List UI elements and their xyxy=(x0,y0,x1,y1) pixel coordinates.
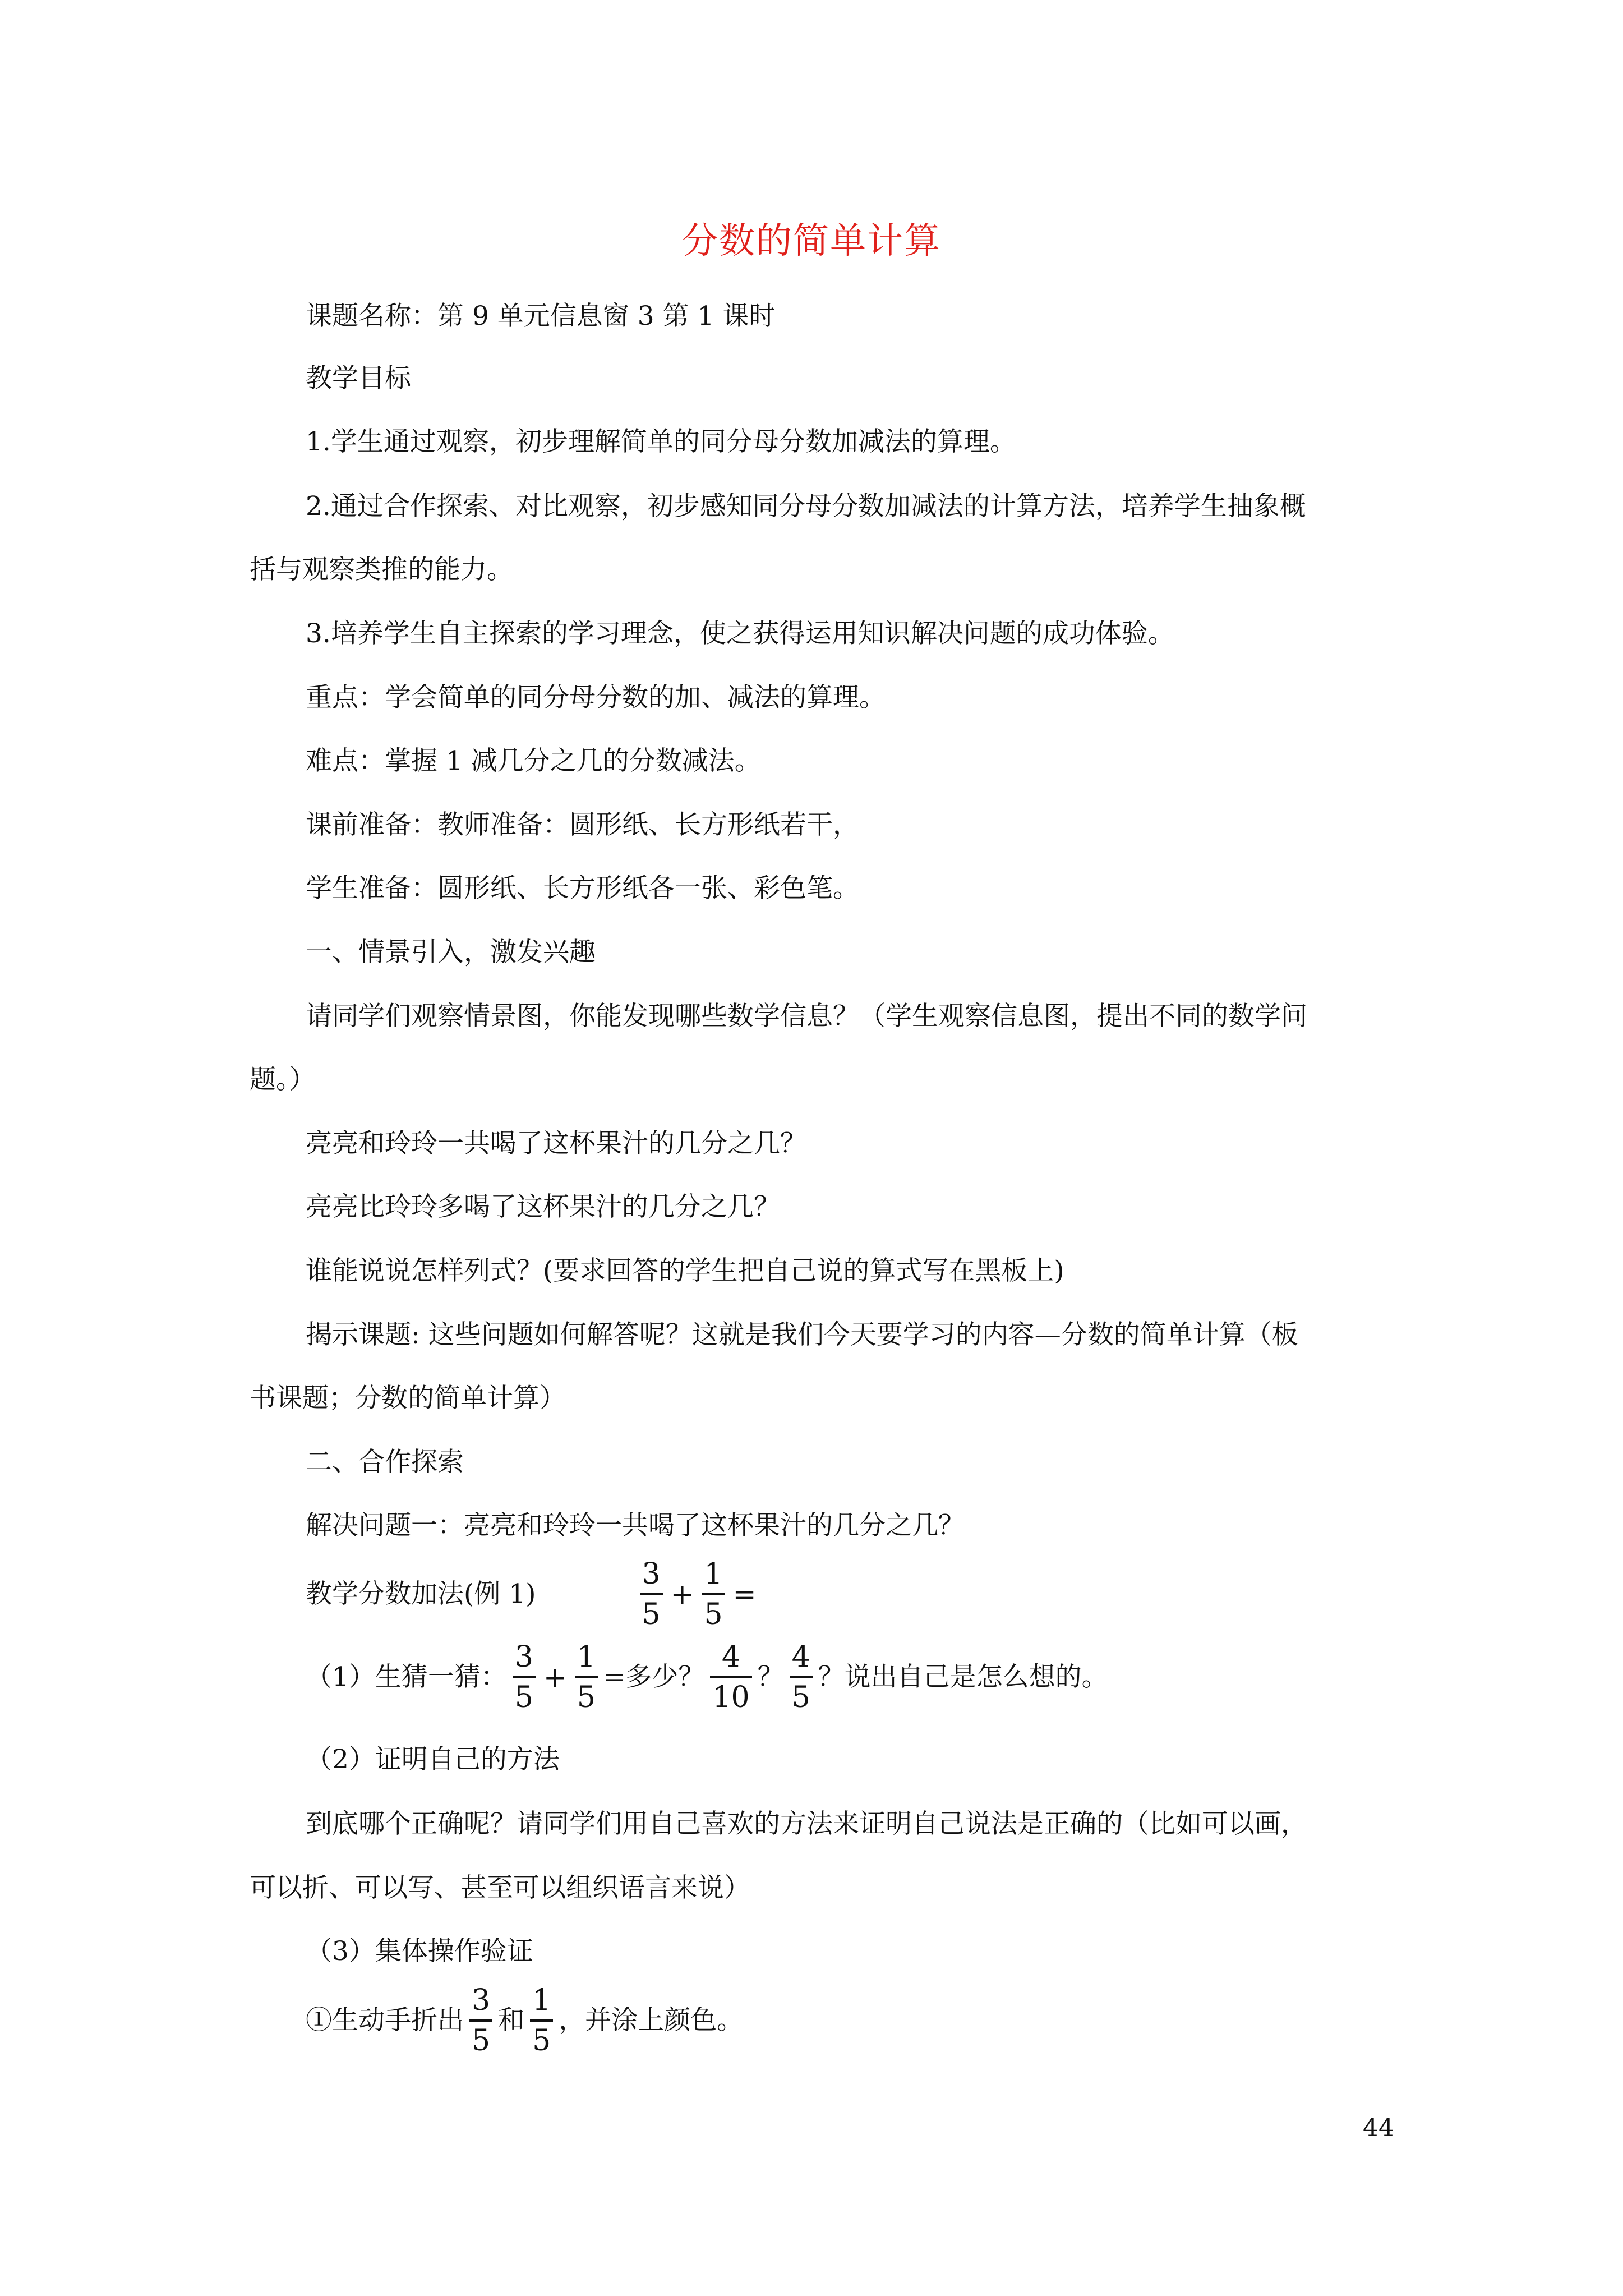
fraction: $\frac{1}{5}$ xyxy=(702,1559,725,1629)
example-label: 教学分数加法(例 1) xyxy=(306,1579,536,1609)
page-number: 44 xyxy=(1363,2114,1394,2142)
guess-mid-text: =多少？ xyxy=(603,1662,705,1692)
goal-1: 1.学生通过观察，初步理解简单的同分母分数加减法的算理。 xyxy=(306,426,1016,457)
intro-line-2: 题。） xyxy=(250,1064,316,1095)
question-2: 亮亮比玲玲多喝了这杯果汁的几分之几？ xyxy=(306,1191,780,1222)
proof-line-2: 可以折、可以写、甚至可以组织语言来说） xyxy=(250,1872,750,1903)
guess-label: （1）生猜一猜： xyxy=(306,1662,507,1692)
reveal-topic-line-2: 书课题；分数的简单计算） xyxy=(250,1383,566,1414)
guess-tail: ？说出自己是怎么想的。 xyxy=(818,1662,1108,1692)
example-1-row xyxy=(306,1559,759,1629)
section-heading-explore: 二、合作探索 xyxy=(306,1447,464,1478)
section-heading-goals: 教学目标 xyxy=(306,363,411,394)
plus-sign: + xyxy=(543,1661,567,1694)
fraction: $\frac{4}{5}$ xyxy=(790,1642,813,1712)
question-1: 亮亮和玲玲一共喝了这杯果汁的几分之几？ xyxy=(306,1128,806,1159)
plus-sign: + xyxy=(670,1578,694,1611)
fraction: $\frac{4}{10}$ xyxy=(710,1642,751,1712)
fraction: $\frac{3}{5}$ xyxy=(469,1986,492,2055)
formula-prompt: 谁能说说怎样列式？(要求回答的学生把自己说的算式写在黑板上) xyxy=(306,1255,1064,1286)
guess-row xyxy=(306,1642,1108,1712)
fold-tail: ，并涂上颜色。 xyxy=(559,2005,744,2036)
fraction: $\frac{1}{5}$ xyxy=(530,1986,553,2055)
problem-1: 解决问题一：亮亮和玲玲一共喝了这杯果汁的几分之几？ xyxy=(306,1510,965,1541)
goal-2-line-1: 2.通过合作探索、对比观察，初步感知同分母分数加减法的计算方法，培养学生抽象概 xyxy=(306,491,1306,522)
goal-3: 3.培养学生自主探索的学习理念，使之获得运用知识解决问题的成功体验。 xyxy=(306,618,1174,649)
goal-2-line-2: 括与观察类推的能力。 xyxy=(250,554,513,585)
reveal-topic-line-1: 揭示课题: 这些问题如何解答呢？这就是我们今天要学习的内容—分数的简单计算（板 xyxy=(306,1319,1298,1350)
question-mark: ？ xyxy=(757,1662,784,1692)
fold-and: 和 xyxy=(498,2005,525,2036)
page-title: 分数的简单计算 xyxy=(682,220,941,262)
proof-line-1: 到底哪个正确呢？请同学们用自己喜欢的方法来证明自己说法是正确的（比如可以画， xyxy=(306,1809,1307,1839)
fraction: $\frac{1}{5}$ xyxy=(575,1642,598,1712)
fold-prefix: ①生动手折出 xyxy=(306,2005,464,2036)
difficult-point: 难点：掌握 1 减几分之几的分数减法。 xyxy=(306,746,761,776)
fold-row xyxy=(306,1984,744,2058)
section-heading-intro: 一、情景引入，激发兴趣 xyxy=(306,937,596,968)
fraction: $\frac{3}{5}$ xyxy=(513,1642,536,1712)
student-prep: 学生准备：圆形纸、长方形纸各一张、彩色笔。 xyxy=(306,873,859,904)
equals-sign: = xyxy=(732,1578,757,1611)
intro-line-1: 请同学们观察情景图，你能发现哪些数学信息？（学生观察信息图，提出不同的数学问 xyxy=(306,1001,1307,1032)
key-point: 重点：学会简单的同分母分数的加、减法的算理。 xyxy=(306,682,886,713)
step-3-heading: （3）集体操作验证 xyxy=(306,1936,533,1967)
fraction: $\frac{3}{5}$ xyxy=(640,1559,663,1629)
lesson-name: 课题名称：第 9 单元信息窗 3 第 1 课时 xyxy=(306,301,776,332)
step-2-heading: （2）证明自己的方法 xyxy=(306,1744,560,1775)
teacher-prep: 课前准备：教师准备：圆形纸、长方形纸若干， xyxy=(306,809,859,840)
